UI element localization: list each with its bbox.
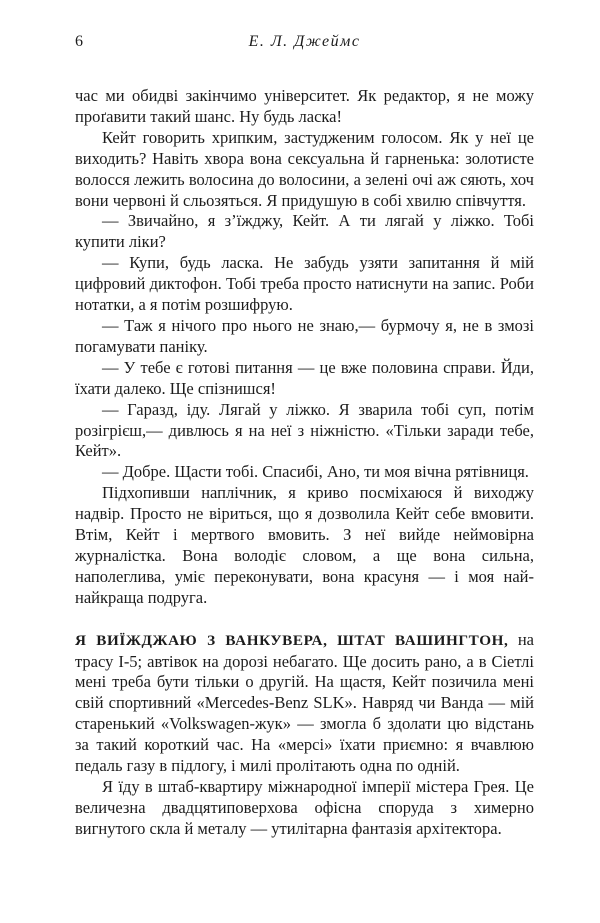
paragraph: час ми обидві закінчимо університет. Як редактор, я не можу проґавити такий шанс. Ну будь ласка! — [75, 86, 534, 126]
paragraph: Підхопивши наплічник, я криво посміхаюся й виходжу надвір. Просто не віриться, що я дозволила Кейт себе вмовити. Втім, Кейт і мертвого вмовить. З неї вийде неймовірна журналістка. Вона володіє словом, а ще вона сильна, наполеглива, уміє переконувати, вона красуня — і моя най-найкраща подруга. — [75, 483, 534, 607]
paragraph: — Купи, будь ласка. Не забудь узяти запитання й мій цифровий диктофон. Тобі треба просто натиснути на запис. Роби нотатки, а я потім розшифрую. — [75, 253, 534, 315]
page-body — [75, 86, 534, 840]
paragraph: — Гаразд, іду. Лягай у ліжко. Я зварила тобі суп, потім розігрієш,— дивлюсь я на неї з ніжністю. «Тільки заради тебе, Кейт». — [75, 399, 534, 461]
paragraph: Я їду в штаб-квартиру міжнародної імперії містера Грея. Це величезна двадцятиповерхова офісна споруда з химерно вигнутого скла й металу — утилітарна фантазія архітектора. — [75, 777, 534, 838]
running-title: Е. Л. Джеймс — [248, 33, 361, 50]
paragraph: Я ВИЇЖДЖАЮ З ВАНКУВЕРА, ШТАТ ВАШИНГТОН, на трасу І-5; автівок на дорозі небагато. Ще досить рано, а в Сіетлі мені треба бути тільки о другій. На щастя, Кейт позичила мені свій спортивний «Mercedes-Benz SLK». Навряд чи Ванда — мій старенький «Volkswagen-жук» — змогла б здолати цю відстань за такий короткий час. На «мерсі» їхати приємно: я вчавлюю педаль газу в підлогу, і милі пролітають одна по одній. — [75, 629, 534, 776]
paragraph: — Таж я нічого про нього не знаю,— бурмочу я, не в змозі погамувати паніку. — [75, 315, 534, 356]
paragraph: — У тебе є готові питання — це вже половина справи. Йди, їхати далеко. Ще спізнишся! — [75, 357, 534, 398]
paragraph: — Звичайно, я з’їжджу, Кейт. А ти лягай у ліжко. Тобі купити ліки? — [75, 211, 534, 252]
paragraph: Кейт говорить хрипким, застудженим голосом. Як у неї це виходить? Навіть хвора вона сексуальна й гарненька: золотисте волосся лежить волосина до волосини, а зелені очі аж сяють, хоч вони червоні й сльозяться. Я придушую в собі хвилю співчуття. — [75, 127, 534, 210]
page-header — [75, 30, 534, 54]
page-number: 6 — [75, 33, 83, 50]
paragraph: — Добре. Щасти тобі. Спасибі, Ано, ти моя вічна рятівниця. — [102, 462, 529, 482]
paragraph-lead: Я ВИЇЖДЖАЮ З ВАНКУВЕРА, ШТАТ ВАШИНГТОН, — [75, 631, 509, 649]
